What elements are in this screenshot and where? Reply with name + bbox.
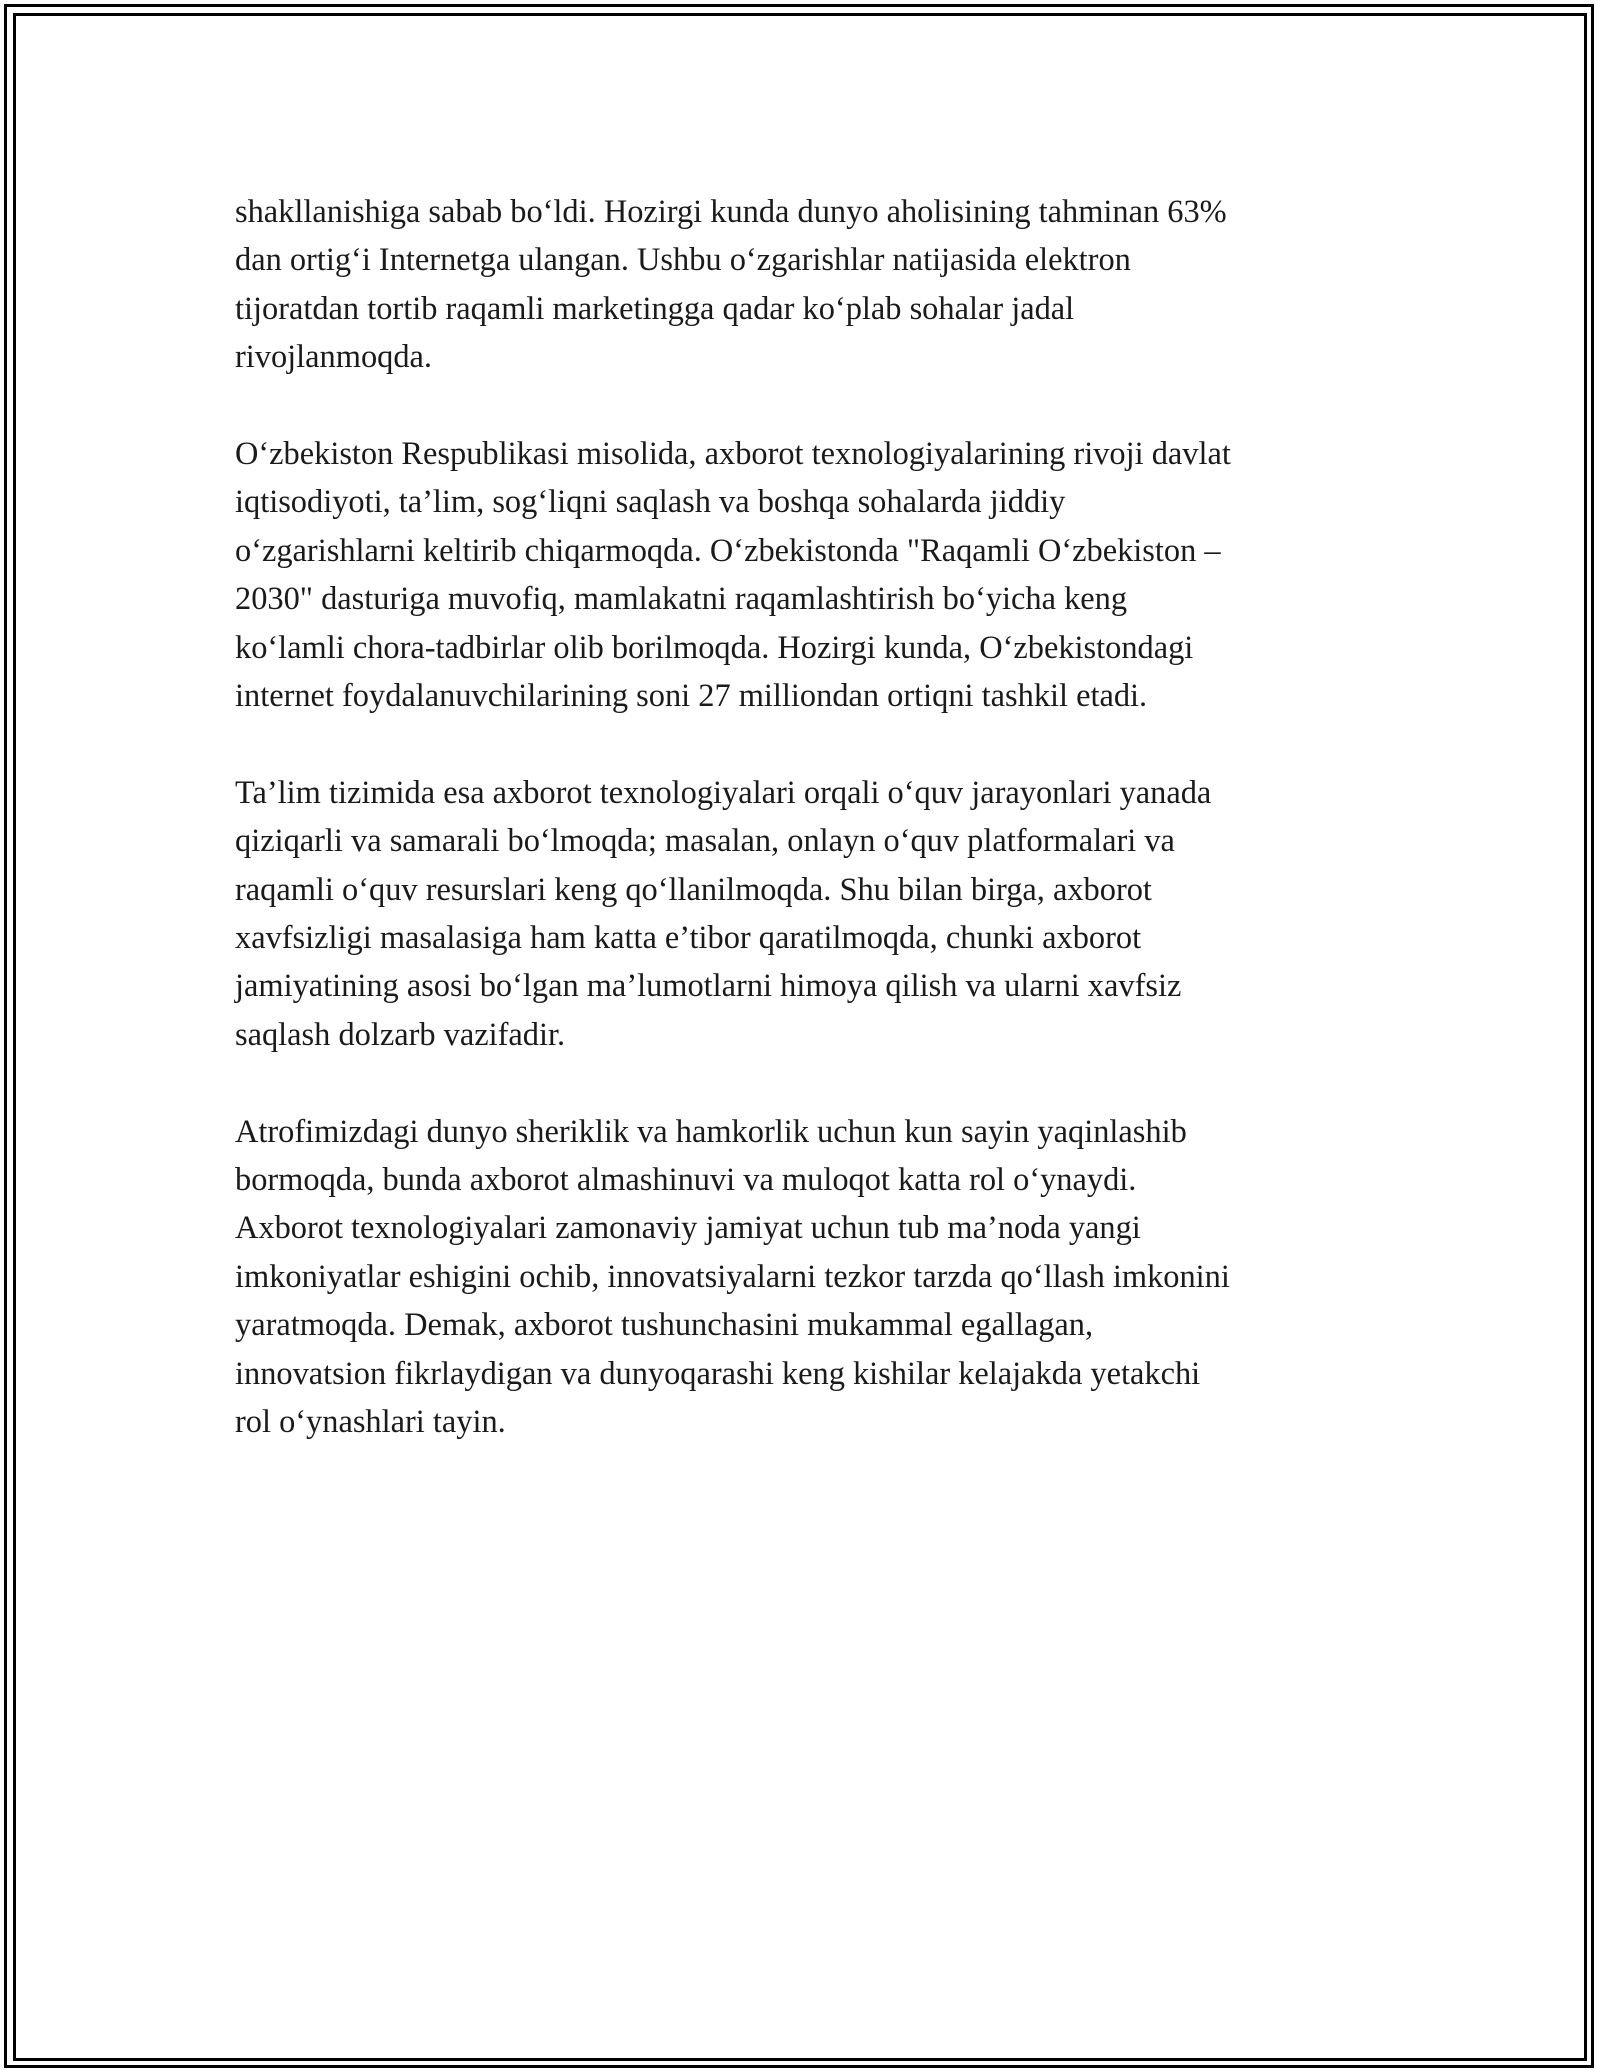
document-body [235, 188, 1370, 1495]
paragraph-education-security: Ta’lim tizimida esa axborot texnologiyalari orqali o‘quv jarayonlari yanada qiziqarli va samarali bo‘lmoqda; masalan, onlayn o‘quv platformalari va raqamli o‘quv resurslari keng qo‘llanilmoqda. Shu bilan birga, axborot xavfsizligi masalasiga ham katta e’tibor qaratilmoqda, chunki axborot jamiyatining asosi bo‘lgan ma’lumotlarni himoya qilish va ularni xavfsiz saqlash dolzarb vazifadir. [235, 774, 1212, 1053]
paragraph-internet-growth: shakllanishiga sabab bo‘ldi. Hozirgi kunda dunyo aholisining tahminan 63% dan ortig‘i Internetga ulangan. Ushbu o‘zgarishlar natijasida elektron tijoratdan tortib raqamli marketingga qadar ko‘plab sohalar jadal rivojlanmoqda. [235, 194, 1227, 376]
paragraph-uzbekistan-digital: O‘zbekiston Respublikasi misolida, axborot texnologiyalarining rivoji davlat iqtisodiyoti, ta’lim, sog‘liqni saqlash va boshqa sohalarda jiddiy o‘zgarishlarni keltirib chiqarmoqda. O‘zbekistonda "Raqamli O‘zbekiston – 2030" dasturiga muvofiq, mamlakatni raqamlashtirish bo‘yicha keng ko‘lamli chora-tadbirlar olib borilmoqda. Hozirgi kunda, O‘zbekistondagi internet foydalanuvchilarining soni 27 milliondan ortiqni tashkil etadi. [235, 436, 1231, 715]
paragraph-conclusion: Atrofimizdagi dunyo sheriklik va hamkorlik uchun kun sayin yaqinlashib bormoqda, bunda axborot almashinuvi va muloqot katta rol o‘ynaydi. Axborot texnologiyalari zamonaviy jamiyat uchun tub ma’noda yangi imkoniyatlar eshigini ochib, innovatsiyalarni tezkor tarzda qo‘llash imkonini yaratmoqda. Demak, axborot tushunchasini mukammal egallagan, innovatsion fikrlaydigan va dunyoqarashi keng kishilar kelajakda yetakchi rol o‘ynashlari tayin. [235, 1113, 1230, 1441]
